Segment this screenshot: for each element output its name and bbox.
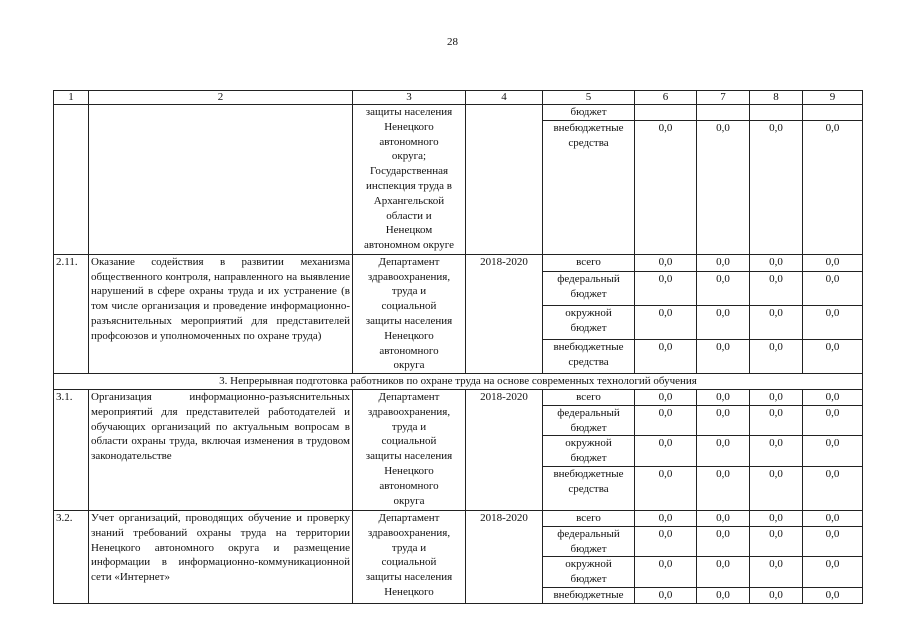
value-cell: 0,0 — [750, 466, 803, 510]
item-number-cell: 3.2. — [54, 510, 89, 603]
value-cell: 0,0 — [635, 389, 697, 405]
value-cell: 0,0 — [750, 254, 803, 272]
item-number-cell: 3.1. — [54, 389, 89, 510]
responsible-dept-cell: защиты населения Ненецкого автономного округа; Государственная инспекция труда в Архангельской области и Ненецком автономном округе — [353, 105, 466, 255]
value-cell: 0,0 — [803, 340, 863, 374]
value-cell: 0,0 — [750, 557, 803, 588]
funding-source-cell: федеральный бюджет — [543, 272, 635, 306]
program-table — [53, 90, 863, 604]
funding-source-cell: всего — [543, 389, 635, 405]
column-number-cell: 2 — [89, 91, 353, 105]
value-cell: 0,0 — [635, 405, 697, 436]
item-number-cell — [54, 105, 89, 255]
column-number-cell: 7 — [697, 91, 750, 105]
item-description-cell — [89, 105, 353, 255]
funding-source-cell: внебюджетные средства — [543, 466, 635, 510]
section-heading: 3. Непрерывная подготовка работников по охране труда на основе современных технологий обучения — [54, 374, 863, 390]
value-cell: 0,0 — [803, 510, 863, 526]
column-number-cell: 8 — [750, 91, 803, 105]
value-cell: 0,0 — [750, 340, 803, 374]
responsible-dept-cell: Департамент здравоохранения, труда и социальной защиты населения Ненецкого автономного округа — [353, 389, 466, 510]
value-cell: 0,0 — [697, 272, 750, 306]
value-cell: 0,0 — [635, 587, 697, 603]
period-cell — [466, 105, 543, 255]
value-cell: 0,0 — [750, 389, 803, 405]
value-cell: 0,0 — [803, 272, 863, 306]
table-row — [54, 105, 863, 121]
column-number-cell: 5 — [543, 91, 635, 105]
value-cell: 0,0 — [697, 557, 750, 588]
table-row — [54, 254, 863, 272]
period-cell: 2018-2020 — [466, 389, 543, 510]
value-cell: 0,0 — [697, 405, 750, 436]
value-cell — [697, 105, 750, 121]
value-cell: 0,0 — [803, 389, 863, 405]
funding-source-cell: окружной бюджет — [543, 436, 635, 467]
value-cell: 0,0 — [803, 436, 863, 467]
value-cell: 0,0 — [750, 120, 803, 254]
period-cell: 2018-2020 — [466, 254, 543, 373]
responsible-dept-cell: Департамент здравоохранения, труда и социальной защиты населения Ненецкого автономного округа — [353, 254, 466, 373]
value-cell: 0,0 — [803, 587, 863, 603]
funding-source-cell: федеральный бюджет — [543, 526, 635, 557]
funding-source-cell: внебюджетные — [543, 587, 635, 603]
column-number-cell: 6 — [635, 91, 697, 105]
value-cell: 0,0 — [750, 510, 803, 526]
value-cell: 0,0 — [635, 340, 697, 374]
funding-source-cell: федеральный бюджет — [543, 405, 635, 436]
value-cell: 0,0 — [697, 306, 750, 340]
value-cell: 0,0 — [635, 272, 697, 306]
value-cell: 0,0 — [803, 557, 863, 588]
funding-source-cell: окружной бюджет — [543, 306, 635, 340]
value-cell: 0,0 — [697, 389, 750, 405]
responsible-dept-cell: Департамент здравоохранения, труда и социальной защиты населения Ненецкого — [353, 510, 466, 603]
value-cell: 0,0 — [803, 254, 863, 272]
funding-source-cell: окружной бюджет — [543, 557, 635, 588]
value-cell: 0,0 — [803, 466, 863, 510]
value-cell: 0,0 — [750, 526, 803, 557]
value-cell: 0,0 — [697, 587, 750, 603]
item-number-cell: 2.11. — [54, 254, 89, 373]
value-cell — [635, 105, 697, 121]
value-cell: 0,0 — [635, 306, 697, 340]
value-cell: 0,0 — [750, 405, 803, 436]
value-cell: 0,0 — [635, 254, 697, 272]
value-cell — [803, 105, 863, 121]
value-cell: 0,0 — [803, 405, 863, 436]
funding-source-cell: бюджет — [543, 105, 635, 121]
value-cell: 0,0 — [697, 526, 750, 557]
value-cell: 0,0 — [803, 120, 863, 254]
value-cell: 0,0 — [635, 436, 697, 467]
value-cell: 0,0 — [635, 557, 697, 588]
column-number-cell: 1 — [54, 91, 89, 105]
value-cell: 0,0 — [803, 526, 863, 557]
item-description-cell: Оказание содействия в развитии механизма общественного контроля, направленного на выявление нарушений в сфере охраны труда и их устранение (в том числе организация и проведение информационно-разъяснительных мероприятий для представителей профсоюзов и уполномоченных по охране труда) — [89, 254, 353, 373]
value-cell: 0,0 — [750, 272, 803, 306]
value-cell: 0,0 — [803, 306, 863, 340]
value-cell: 0,0 — [697, 120, 750, 254]
value-cell — [750, 105, 803, 121]
value-cell: 0,0 — [697, 466, 750, 510]
funding-source-cell: всего — [543, 254, 635, 272]
section-heading-row — [54, 374, 863, 390]
value-cell: 0,0 — [697, 340, 750, 374]
table-row — [54, 389, 863, 405]
funding-source-cell: внебюджетные средства — [543, 340, 635, 374]
value-cell: 0,0 — [635, 466, 697, 510]
item-description-cell: Организация информационно-разъяснительных мероприятий для представителей работодателей и обучающих организаций по актуальным вопросам в области охраны труда, включая изменения в трудовом законодательстве — [89, 389, 353, 510]
value-cell: 0,0 — [750, 436, 803, 467]
funding-source-cell: внебюджетные средства — [543, 120, 635, 254]
value-cell: 0,0 — [635, 526, 697, 557]
value-cell: 0,0 — [635, 510, 697, 526]
value-cell: 0,0 — [750, 587, 803, 603]
value-cell: 0,0 — [697, 436, 750, 467]
column-number-row — [54, 91, 863, 105]
page-number: 28 — [447, 36, 458, 48]
column-number-cell: 4 — [466, 91, 543, 105]
column-number-cell: 9 — [803, 91, 863, 105]
value-cell: 0,0 — [697, 254, 750, 272]
value-cell: 0,0 — [635, 120, 697, 254]
item-description-cell: Учет организаций, проводящих обучение и проверку знаний требований охраны труда на территории Ненецкого автономного округа и размещение информации в информационно-коммуникационной сети «Интернет» — [89, 510, 353, 603]
value-cell: 0,0 — [750, 306, 803, 340]
period-cell: 2018-2020 — [466, 510, 543, 603]
column-number-cell: 3 — [353, 91, 466, 105]
funding-source-cell: всего — [543, 510, 635, 526]
value-cell: 0,0 — [697, 510, 750, 526]
table-row — [54, 510, 863, 526]
